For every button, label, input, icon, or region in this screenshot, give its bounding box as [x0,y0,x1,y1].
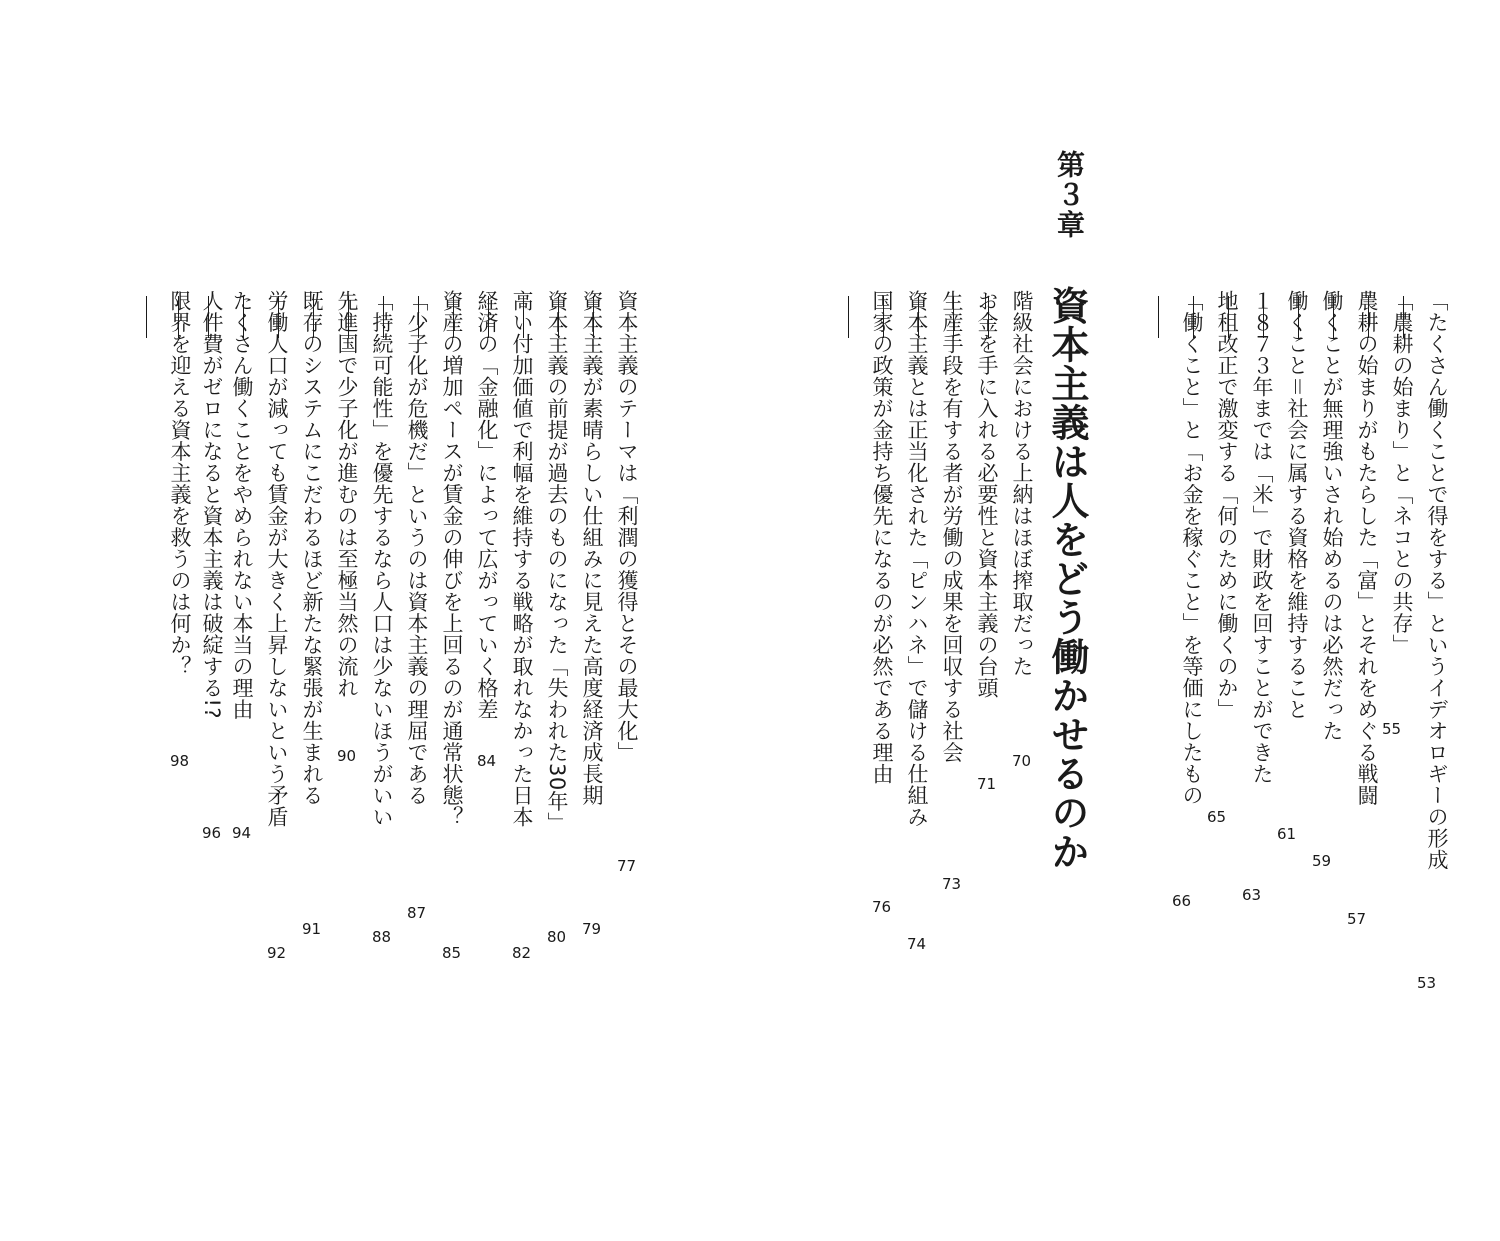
page-number: 85 [442,944,462,962]
toc-entry[interactable]: たくさん働くことをやめられない本当の理由 [225,290,259,720]
page-number: 92 [267,944,287,962]
toc-entry[interactable]: 農耕の始まりがもたらした「富」とそれをめぐる戦闘 [1350,290,1384,806]
page-number: 65 [1207,808,1227,826]
toc-entry[interactable]: 資本主義の前提が過去のものになった「失われた30年」 [540,290,574,834]
page-number: 61 [1277,825,1297,843]
page-number: 55 [1382,720,1402,738]
page-number: 71 [977,775,997,793]
page-number: 90 [337,747,357,765]
toc-entry[interactable]: 生産手段を有する者が労働の成果を回収する社会 [935,290,969,763]
leader-line [146,296,147,338]
toc-entry[interactable]: 資本主義のテーマは「利潤の獲得とその最大化」 [610,290,644,763]
leader-line [848,296,849,338]
toc-entry[interactable]: 既存のシステムにこだわるほど新たな緊張が生まれる [295,290,329,806]
toc-entry[interactable]: 「たくさん働くことで得をする」というイデオロギーの形成 [1420,290,1454,871]
toc-entry[interactable]: 階級社会における上納はほぼ搾取だった [1005,290,1039,677]
toc-entry[interactable]: 「農耕の始まり」と「ネコとの共存」 [1385,290,1419,656]
toc-entry[interactable]: 「持続可能性」を優先するなら人口は少ないほうがいい [365,290,399,828]
toc-entry[interactable]: 人件費がゼロになると資本主義は破綻する!? [195,290,229,719]
toc-entry[interactable]: 国家の政策が金持ち優先になるのが必然である理由 [865,290,899,785]
toc-entry[interactable]: 限界を迎える資本主義を救うのは何か？ [163,290,197,677]
toc-entry[interactable]: 資本主義とは正当化された「ピンハネ」で儲ける仕組み [900,290,934,828]
page-number: 79 [582,920,602,938]
toc-entry[interactable]: 先進国で少子化が進むのは至極当然の流れ [330,290,364,699]
toc-entry[interactable]: 高い付加価値で利幅を維持する戦略が取れなかった日本 [505,290,539,828]
toc-entry[interactable]: 「少子化が危機だ」というのは資本主義の理屈である [400,290,434,806]
page-number: 80 [547,928,567,946]
page-number: 74 [907,935,927,953]
page-number: 73 [942,875,962,893]
page-number: 91 [302,920,322,938]
toc-entry[interactable]: １８７３年までは「米」で財政を回すことができた [1245,290,1279,785]
page-number: 76 [872,898,892,916]
toc-entry[interactable]: 地租改正で激変する「何のために働くのか」 [1210,290,1244,720]
toc-entry[interactable]: お金を手に入れる必要性と資本主義の台頭 [970,290,1004,699]
page-number: 87 [407,904,427,922]
page-number: 98 [170,752,190,770]
page-number: 84 [477,752,497,770]
chapter-title: 資本主義は人をどう働かせるのか [1045,286,1089,871]
toc-entry[interactable]: 働くことが無理強いされ始めるのは必然だった [1315,290,1349,742]
page-number: 77 [617,857,637,875]
page-number: 70 [1012,752,1032,770]
page-number: 66 [1172,892,1192,910]
toc-entry[interactable]: 「働くこと」と「お金を稼ぐこと」を等価にしたもの [1175,290,1209,806]
page-number: 88 [372,928,392,946]
page-number: 59 [1312,852,1332,870]
page-number: 53 [1417,974,1437,992]
toc-entry[interactable]: 労働人口が減っても賃金が大きく上昇しないという矛盾 [260,290,294,828]
toc-entry[interactable]: 資産の増加ペースが賃金の伸びを上回るのが通常状態？ [435,290,469,828]
chapter-label: 第３章 [1053,150,1086,240]
page-number: 96 [202,824,222,842]
page-number: 63 [1242,886,1262,904]
page-number: 57 [1347,910,1367,928]
toc-entry[interactable]: 経済の「金融化」によって広がっていく格差 [470,290,504,720]
leader-line [1158,296,1159,338]
page-number: 82 [512,944,532,962]
toc-entry[interactable]: 働くこと＝社会に属する資格を維持すること [1280,290,1314,720]
page-number: 94 [232,824,252,842]
toc-entry[interactable]: 資本主義が素晴らしい仕組みに見えた高度経済成長期 [575,290,609,806]
